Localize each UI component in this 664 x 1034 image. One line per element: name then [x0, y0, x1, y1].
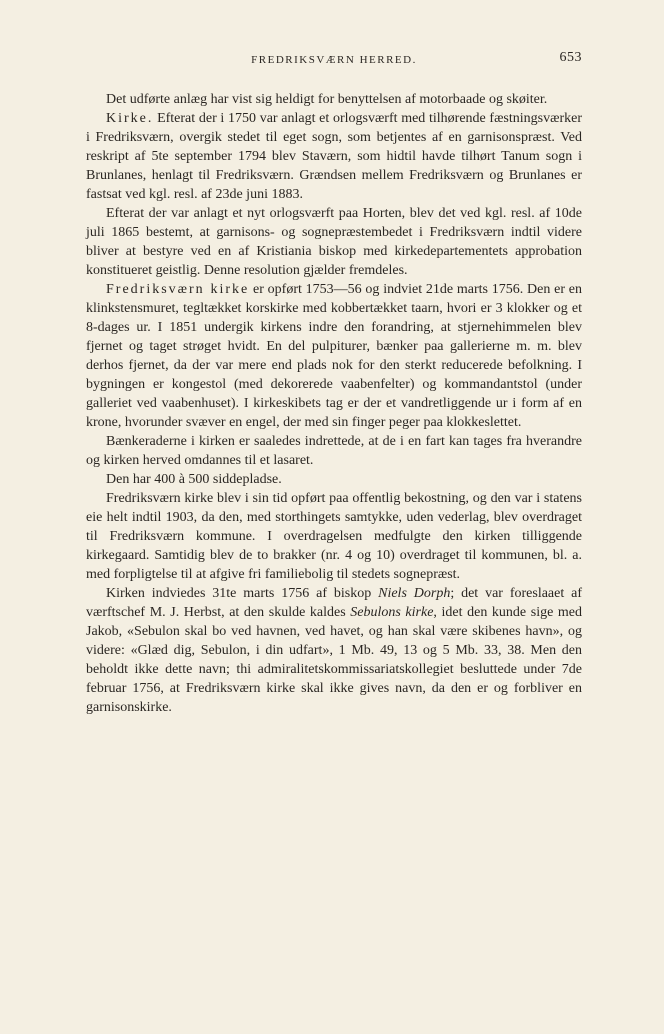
italic-name-sebulons-kirke: Sebulons kirke	[350, 605, 434, 620]
page-header	[86, 50, 582, 70]
section-heading-kirke: Kirke.	[106, 111, 154, 126]
paragraph-4: Fredriksværn kirke er opført 1753—56 og indviet 21de marts 1756. Den er en klinkstensmuret, tegltækket korskirke med kobbertækket taarn, hvori er 3 klokker og et 8-dages ur. I 1851 undergik kirkens indre den forandring, at stjernehimmelen blev fjernet og taget strøget hvidt. En del pulpiturer, bænker paa gallerierne m. m. blev derhos fjernet, da der var mere end plads nok for den sterkt reducerede befolkning. I bygningen er kongestol (med dekorerede vaabenfelter) og kommandantstol (under galleriet ved vaabenhuset). I kirkeskibets tag er der et vandretliggende ur i form af en krone, hvorunder svæver en engel, der med sin finger peger paa klokkeslettet.	[86, 282, 582, 430]
paragraph-8: Kirken indviedes 31te marts 1756 af biskop Niels Dorph; det var foreslaaet af værftschef M. J. Herbst, at den skulde kaldes Sebulons kirke, idet den kunde sige med Jakob, «Sebulon skal bo ved havnen, ved havet, og han skal være skibenes havn», og videre: «Glæd dig, Sebulon, i din udfart», 1 Mb. 49, 13 og 5 Mb. 33, 38. Men den beholdt ikke dette navn; thi admiralitetskommissariatskollegiet besluttede under 7de februar 1756, at Fredriksværn kirke skal ikke gives navn, da den er og forbliver en garnisonskirke.	[86, 586, 583, 715]
paragraph-6: Den har 400 à 500 siddepladse.	[106, 472, 282, 487]
italic-name-niels-dorph: Niels Dorph	[378, 586, 451, 601]
running-title: FREDRIKSVÆRN HERRED.	[251, 54, 417, 66]
emphasis-church-name: Fredriksværn kirke	[106, 282, 250, 297]
paragraph-3: Efterat der var anlagt et nyt orlogsværft paa Horten, blev det ved kgl. resl. af 10de juli 1865 bestemt, at garnisons- og sognepræstembedet i Fredriksværn indtil videre bliver at bestyre ved en af Kristiania biskop med kirkedepartementets approbation konstitueret geistlig. Denne resolution gjælder fremdeles.	[86, 206, 582, 278]
paragraph-2: Kirke. Efterat der i 1750 var anlagt et orlogsværft med tilhørende fæstningsværker i Fredriksværn, overgik stedet til eget sogn, som betjentes af en garnisonspræst. Ved reskript af 5te september 1794 blev Staværn, som hidtil havde tilhørt Tanum sogn i Brunlanes, henlagt til Fredriksværn. Grændsen mellem Fredriksværn og Brunlanes er fastsat ved kgl. resl. af 23de juni 1883.	[86, 111, 582, 202]
paragraph-7: Fredriksværn kirke blev i sin tid opført paa offentlig bekostning, og den var i statens eie helt indtil 1903, da den, med storthingets samtykke, uden vederlag, blev overdraget til Fredriksværn kommune. I overdragelsen medfulgte den kirken tilliggende kirkegaard. Samtidig blev de to brakker (nr. 4 og 10) overdraget til kommunen, bl. a. med forpligtelse til at afgive fri familiebolig til stedets sognepræst.	[86, 491, 582, 582]
paragraph-5: Bænkeraderne i kirken er saaledes indrettede, at de i en fart kan tages fra hverandre og kirken herved omdannes til et lasaret.	[86, 434, 582, 468]
page-number: 653	[559, 50, 582, 65]
body-text	[86, 90, 582, 717]
paragraph-1: Det udførte anlæg har vist sig heldigt for benyttelsen af motorbaade og skøiter.	[106, 92, 548, 107]
